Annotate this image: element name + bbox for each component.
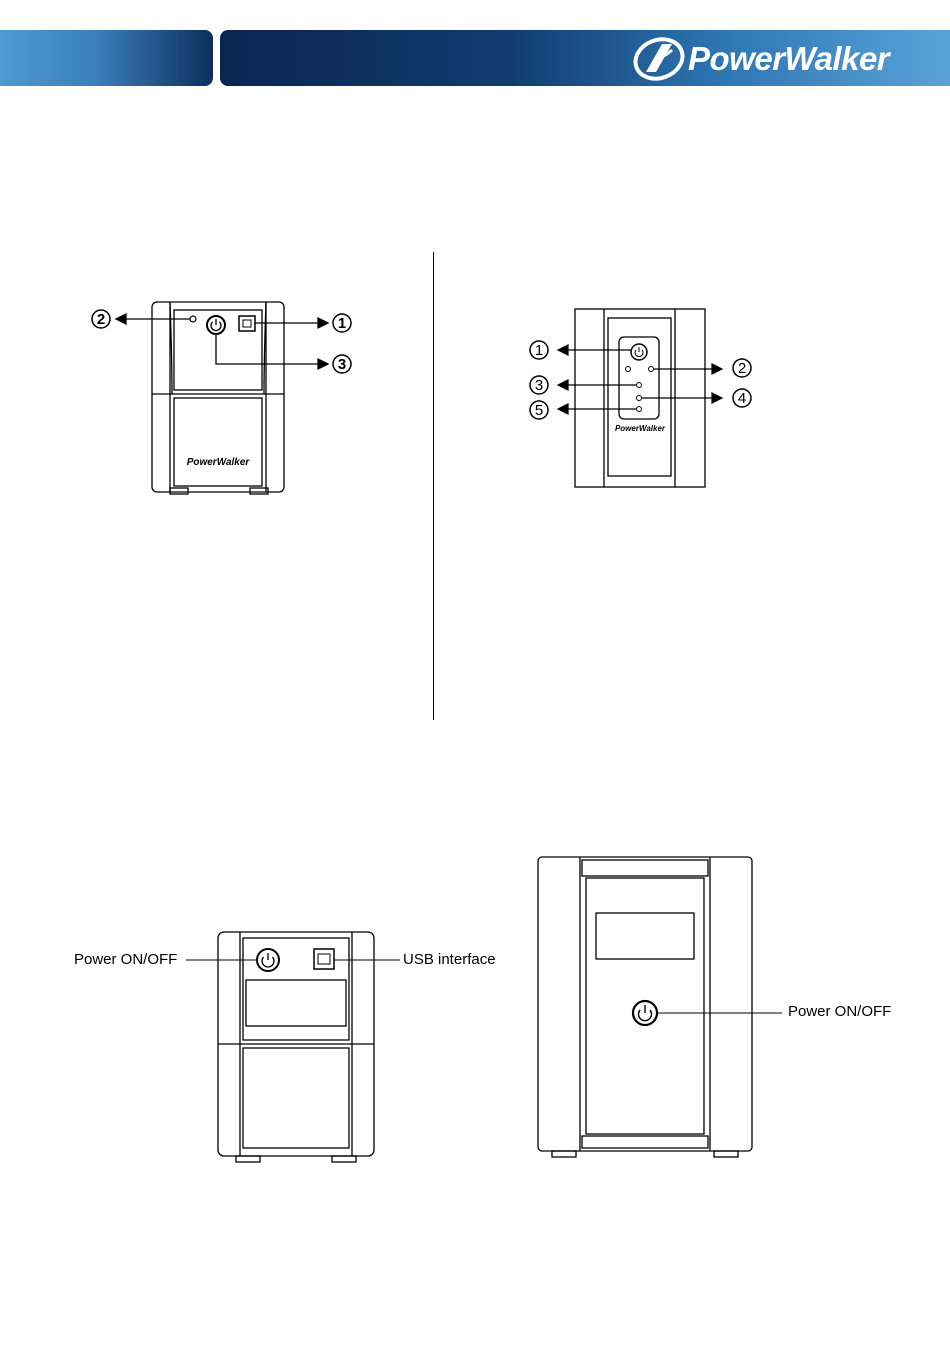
callout-b-1: 1 bbox=[534, 342, 544, 359]
device-logo-b: PowerWalker bbox=[614, 424, 666, 433]
callout-b-5: 5 bbox=[534, 402, 544, 419]
callout-a-1: 1 bbox=[337, 315, 347, 332]
label-power-on-off-small: Power ON/OFF bbox=[74, 951, 178, 968]
callout-b-2: 2 bbox=[737, 360, 747, 377]
label-usb-interface: USB interface bbox=[403, 951, 496, 968]
brand-name: PowerWalker bbox=[688, 40, 890, 77]
callout-a-3: 3 bbox=[337, 356, 347, 373]
power-icon bbox=[633, 1001, 657, 1025]
callout-b-3: 3 bbox=[534, 377, 544, 394]
label-power-on-off-large: Power ON/OFF bbox=[788, 1003, 892, 1020]
device-logo-a: PowerWalker bbox=[186, 457, 250, 468]
callout-a-2: 2 bbox=[96, 311, 106, 328]
callout-b-4: 4 bbox=[737, 390, 747, 407]
